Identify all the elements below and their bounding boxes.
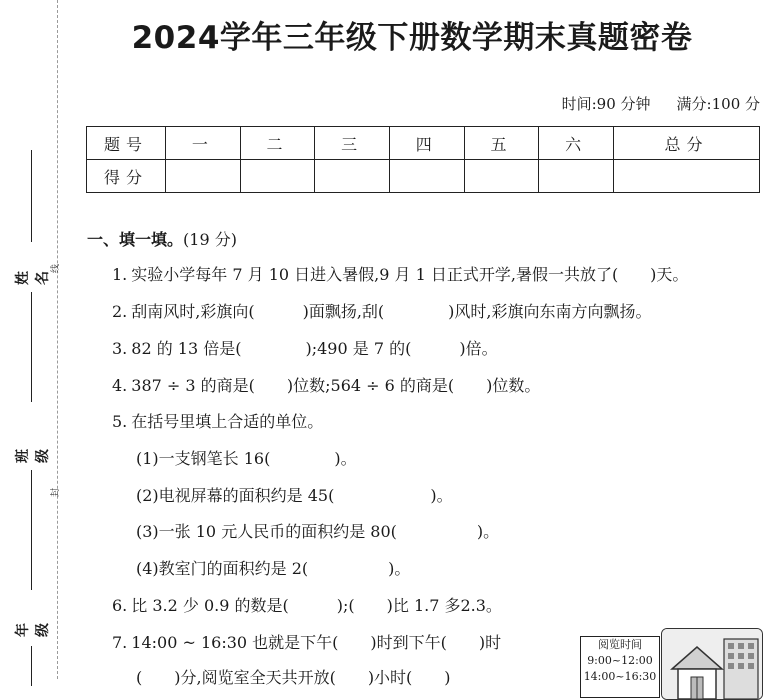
class-line — [31, 470, 32, 590]
question-text: 14:00 ~ 16:30 也就是下午( )时到下午( )时 — [131, 633, 502, 652]
question-text: 实验小学每年 7 月 10 日进入暑假,9 月 1 日正式开学,暑假一共放了( )天。 — [131, 265, 689, 284]
library-building-illustration — [661, 628, 763, 700]
question-6 — [112, 593, 502, 616]
question-7 — [112, 630, 501, 653]
section-title: 一、填一填。 — [87, 230, 184, 249]
sub-item-1: (1)一支钢笔长 16( )。 — [136, 449, 357, 468]
line-mark: 线 — [51, 263, 62, 274]
question-2 — [112, 299, 652, 322]
column-cell: 二 — [240, 127, 315, 160]
question-number: 2. — [112, 302, 128, 321]
column-cell: 一 — [166, 127, 241, 160]
question-text: 387 ÷ 3 的商是( )位数;564 ÷ 6 的商是( )位数。 — [131, 376, 541, 395]
reading-hours-afternoon: 14:00~16:30 — [583, 670, 657, 683]
question-number: 5. — [112, 412, 128, 431]
grade-line — [31, 646, 32, 686]
sub-item-3: (3)一张 10 元人民币的面积约是 80( )。 — [136, 522, 500, 541]
question-number: 3. — [112, 339, 128, 358]
question-text: 刮南风时,彩旗向( )面飘扬,刮( )风时,彩旗向东南方向飘扬。 — [131, 302, 652, 321]
score-table-header-row — [87, 127, 760, 160]
score-input-cell[interactable] — [240, 160, 315, 193]
score-input-cell[interactable] — [389, 160, 464, 193]
library-icon — [662, 629, 762, 699]
reading-hours-box — [580, 636, 660, 698]
question-number: 4. — [112, 376, 128, 395]
question-1 — [112, 262, 688, 285]
name-line — [31, 150, 32, 242]
question-5 — [112, 409, 323, 432]
column-cell: 四 — [389, 127, 464, 160]
question-3 — [112, 336, 498, 359]
seal-mark: 封 — [51, 487, 62, 498]
score-label-cell: 得分 — [87, 160, 166, 193]
column-cell: 总分 — [613, 127, 759, 160]
name-line-lower — [31, 292, 32, 402]
score-input-cell[interactable] — [613, 160, 759, 193]
score-table-score-row — [87, 160, 760, 193]
score-table — [86, 126, 760, 193]
dashed-cut-line — [57, 0, 58, 679]
column-cell: 六 — [539, 127, 614, 160]
question-text: 比 3.2 少 0.9 的数是( );( )比 1.7 多2.3。 — [131, 596, 502, 615]
question-number: 1. — [112, 265, 128, 284]
question-text: 在括号里填上合适的单位。 — [131, 412, 324, 431]
class-label: 班级 — [15, 449, 51, 463]
grade-label: 年级 — [15, 623, 51, 637]
column-cell: 五 — [464, 127, 539, 160]
question-text: 82 的 13 倍是( );490 是 7 的( )倍。 — [131, 339, 498, 358]
score-input-cell[interactable] — [464, 160, 539, 193]
full-score: 满分:100 分 — [676, 95, 760, 113]
score-input-cell[interactable] — [539, 160, 614, 193]
score-input-cell[interactable] — [166, 160, 241, 193]
exam-time: 时间:90 分钟 — [561, 95, 651, 113]
sub-item-4: (4)教室门的面积约是 2( )。 — [136, 559, 411, 578]
question-number: 6. — [112, 596, 128, 615]
column-cell: 三 — [315, 127, 390, 160]
sub-item-2: (2)电视屏幕的面积约是 45( )。 — [136, 486, 453, 505]
reading-hours-label: 阅览时间 — [598, 638, 642, 651]
name-label: 姓名 — [15, 271, 51, 285]
question-7-continued: ( )分,阅览室全天共开放( )小时( ) — [136, 668, 451, 687]
page-title: 2024学年三年级下册数学期末真题密卷 — [131, 20, 693, 56]
section-points: (19 分) — [183, 230, 237, 249]
question-number: 7. — [112, 633, 128, 652]
binding-sidebar — [0, 0, 74, 679]
section-heading — [87, 227, 237, 250]
exam-meta — [562, 93, 760, 114]
header-label-cell: 题号 — [87, 127, 166, 160]
question-4 — [112, 373, 540, 396]
reading-hours-morning: 9:00~12:00 — [587, 654, 653, 667]
score-input-cell[interactable] — [315, 160, 390, 193]
